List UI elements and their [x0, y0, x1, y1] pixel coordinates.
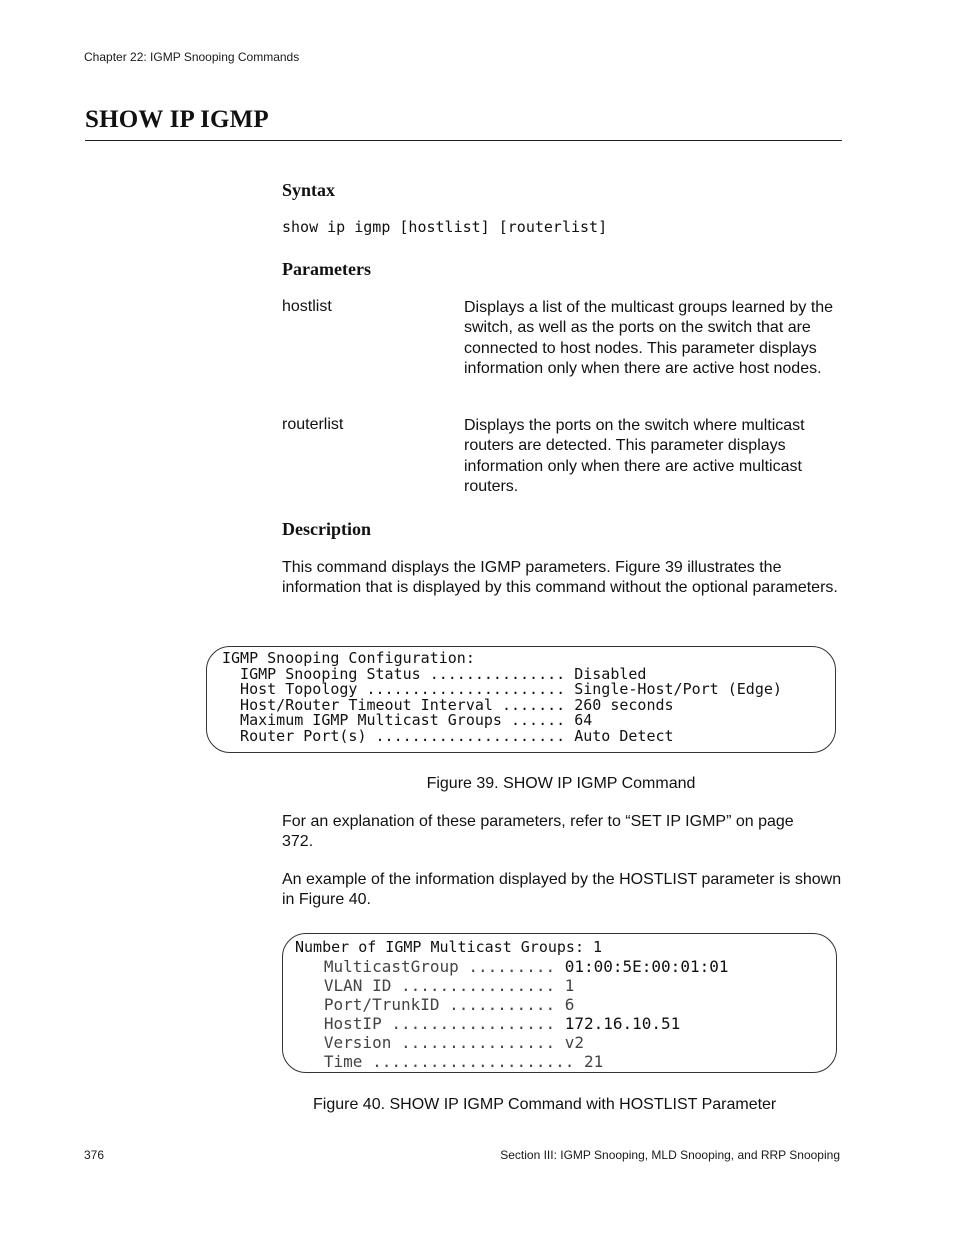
description-heading: Description	[282, 519, 371, 539]
code-line: Maximum IGMP Multicast Groups ...... 64	[222, 711, 593, 730]
figure-40-caption: Figure 40. SHOW IP IGMP Command with HOSTLIST Parameter	[313, 1096, 777, 1113]
code-line: Number of IGMP Multicast Groups: 1	[295, 938, 603, 956]
code-label: HostIP .................	[295, 1014, 565, 1033]
param-name-routerlist: routerlist	[282, 416, 344, 433]
code-value: 172.16.10.51	[564, 1014, 681, 1033]
code-line: Host/Router Timeout Interval ....... 260 seconds	[222, 695, 674, 714]
syntax-command: show ip igmp [hostlist] [routerlist]	[282, 218, 608, 236]
code-label: VLAN ID ................	[295, 976, 565, 995]
code-value: 01:00:5E:00:01:01	[564, 957, 729, 976]
code-line	[295, 995, 728, 1014]
footer-section: Section III: IGMP Snooping, MLD Snooping, and RRP Snooping	[500, 1148, 840, 1162]
code-value: 6	[564, 995, 575, 1014]
code-line: Host Topology ...................... Single-Host/Port (Edge)	[222, 680, 782, 699]
code-line: Router Port(s) ..................... Auto Detect	[222, 726, 674, 745]
figure-40-code	[295, 938, 728, 1071]
code-line: IGMP Snooping Configuration:	[222, 649, 475, 667]
code-label: MulticastGroup .........	[295, 957, 565, 976]
code-label: Time .....................	[295, 1052, 584, 1071]
code-line	[295, 1033, 728, 1052]
page-number: 376	[84, 1148, 105, 1162]
code-line: IGMP Snooping Status ............... Disabled	[222, 664, 647, 683]
figure-39-code	[222, 651, 782, 745]
page-title: SHOW IP IGMP	[85, 106, 269, 133]
code-line	[295, 957, 728, 976]
example-paragraph: An example of the information displayed by the HOSTLIST parameter is shown in Figure 40.	[282, 871, 842, 909]
parameters-heading: Parameters	[282, 259, 371, 279]
code-value: 21	[583, 1052, 604, 1071]
description-text: This command displays the IGMP parameters. Figure 39 illustrates the information that is displayed by this command without the optional parameters.	[282, 559, 838, 597]
code-line	[295, 976, 728, 995]
running-header: Chapter 22: IGMP Snooping Commands	[84, 50, 300, 64]
code-line	[295, 1014, 728, 1033]
code-value: 1	[564, 976, 575, 995]
explanation-paragraph: For an explanation of these parameters, refer to “SET IP IGMP” on page 372.	[282, 813, 794, 851]
param-name-hostlist: hostlist	[282, 298, 332, 315]
title-rule	[85, 140, 842, 141]
code-line	[295, 1052, 728, 1071]
figure-39-caption: Figure 39. SHOW IP IGMP Command	[426, 775, 696, 792]
code-label: Port/TrunkID ...........	[295, 995, 565, 1014]
param-desc-hostlist: Displays a list of the multicast groups learned by the switch, as well as the ports on the switch that are connected to host nodes. This parameter displays information only when there are active host nodes.	[464, 299, 834, 378]
code-label: Version ................	[295, 1033, 565, 1052]
param-desc-routerlist: Displays the ports on the switch where multicast routers are detected. This parameter displays information only when there are active multicast routers.	[464, 417, 805, 496]
code-value: v2	[564, 1033, 584, 1052]
syntax-heading: Syntax	[282, 180, 336, 200]
